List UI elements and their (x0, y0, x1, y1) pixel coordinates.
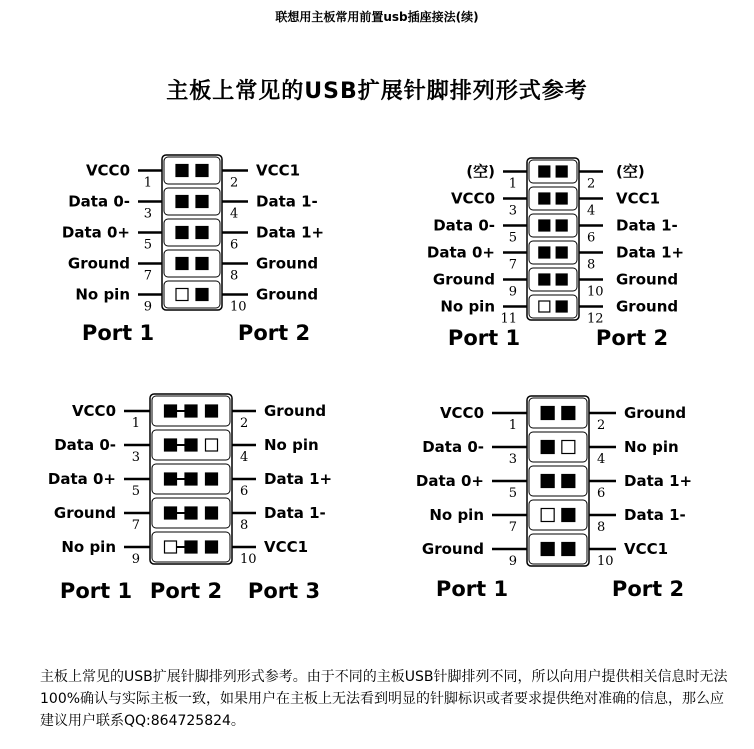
pin-number-right: 4 (230, 206, 239, 222)
pin (539, 274, 550, 285)
pin-number-left: 5 (131, 484, 140, 499)
pin-number-right: 8 (240, 518, 249, 533)
pin-number-right: 4 (240, 450, 249, 465)
pin-label-left: Data 0- (54, 436, 116, 454)
pin-label-right: Data 1+ (624, 472, 693, 490)
pin-label-right: No pin (624, 438, 679, 456)
pin (185, 405, 197, 417)
pin-label-left: Data 0+ (415, 472, 484, 490)
pin (206, 405, 218, 417)
pin (539, 247, 550, 258)
pin (196, 165, 208, 177)
pin (556, 166, 567, 177)
pin (541, 407, 554, 420)
pin-number-left: 5 (508, 486, 517, 501)
pin (206, 541, 218, 553)
pin-label-left: Ground (67, 254, 130, 273)
pin-number-right: 10 (587, 284, 604, 300)
pin (556, 220, 567, 231)
pin (562, 543, 575, 556)
pin (562, 407, 575, 420)
pin-number-left: 7 (508, 520, 517, 535)
pin (541, 441, 554, 454)
missing-pin (206, 439, 218, 451)
pin (185, 507, 197, 519)
pin-number-left: 11 (500, 311, 517, 327)
port-label: Port 1 (59, 579, 133, 603)
pin-number-right: 6 (230, 237, 239, 253)
pin (196, 196, 208, 208)
pin-label-right: VCC1 (624, 540, 669, 558)
pin-number-right: 6 (597, 486, 606, 501)
pin (541, 475, 554, 488)
pin-label-left: Data 0- (433, 216, 495, 235)
missing-pin (562, 441, 575, 454)
pin-label-right: Ground (256, 285, 319, 304)
port-label: Port 3 (247, 579, 321, 603)
pin (185, 541, 197, 553)
main-title: 主板上常见的USB扩展针脚排列形式参考 (166, 79, 588, 104)
pin-number-left: 5 (508, 230, 517, 246)
pin-number-right: 6 (587, 230, 596, 246)
pin-label-right: VCC1 (616, 189, 661, 208)
pin-label-left: Data 0- (68, 192, 130, 211)
pin-number-right: 10 (597, 554, 614, 569)
pin-number-right: 8 (230, 268, 239, 284)
pin-number-left: 3 (508, 203, 517, 219)
pin (206, 507, 218, 519)
pin-label-left: VCC0 (85, 161, 130, 180)
pin-number-left: 9 (508, 554, 517, 569)
pin-label-left: (空) (466, 162, 495, 181)
port-label: Port 1 (81, 321, 155, 345)
pin-number-left: 7 (508, 257, 517, 273)
pin-number-right: 8 (587, 257, 596, 273)
pin-number-left: 1 (508, 176, 517, 192)
connector-body (527, 158, 579, 320)
pin-number-left: 7 (131, 518, 140, 533)
pin-label-left: VCC0 (71, 402, 116, 420)
port-label: Port 2 (611, 577, 685, 601)
pin-label-right: Data 1+ (264, 470, 333, 488)
pin-number-right: 4 (587, 203, 596, 219)
pin (556, 247, 567, 258)
pin-number-right: 4 (597, 452, 606, 467)
pin (176, 227, 188, 239)
pin-label-right: VCC1 (264, 538, 309, 556)
missing-pin (165, 541, 177, 553)
pin-label-left: Data 0+ (47, 470, 116, 488)
pin (196, 227, 208, 239)
missing-pin (541, 509, 554, 522)
caption-text: 主板上常见的USB扩展针脚排列形式参考。由于不同的主板USB针脚排列不同，所以向用户提供相关信息时无法100%确认与实际主板一致，如果用户在主板上无法看到明显的针脚标识或者要求提供绝对准确的信息，那么应建议用户联系QQ:864725824。 (40, 669, 728, 729)
pin-number-left: 3 (143, 206, 152, 222)
missing-pin (176, 289, 188, 301)
port-label: Port 1 (435, 577, 509, 601)
pin-number-left: 9 (143, 299, 152, 315)
pin-label-left: Data 0- (422, 438, 484, 456)
pin (165, 473, 177, 485)
pin (556, 274, 567, 285)
pin (556, 301, 567, 312)
pin-label-right: No pin (264, 436, 319, 454)
pin-label-right: Data 1+ (256, 223, 325, 242)
pin-label-right: Data 1- (256, 192, 318, 211)
pin-label-right: Ground (616, 270, 679, 289)
pin-label-right: Data 1- (624, 506, 686, 524)
pin (539, 193, 550, 204)
pin-number-left: 1 (508, 418, 517, 433)
pin-label-left: VCC0 (439, 404, 484, 422)
pin-number-right: 8 (597, 520, 606, 535)
pin-label-left: Data 0+ (426, 243, 495, 262)
connector-body (162, 155, 222, 310)
pin-number-right: 6 (240, 484, 249, 499)
pin (539, 220, 550, 231)
port-label: Port 1 (447, 326, 521, 350)
pin-number-right: 10 (230, 299, 247, 315)
pin-number-left: 3 (508, 452, 517, 467)
port-label: Port 2 (595, 326, 669, 350)
pin-label-left: No pin (61, 538, 116, 556)
pin (196, 289, 208, 301)
pin-label-right: Ground (616, 297, 679, 316)
pin-label-left: Ground (432, 270, 495, 289)
pin-label-left: Data 0+ (61, 223, 130, 242)
pin (176, 196, 188, 208)
pin (185, 473, 197, 485)
port-label: Port 2 (237, 321, 311, 345)
page-header-title: 联想用主板常用前置usb插座接法(续) (275, 10, 479, 24)
pin-label-right: Ground (624, 404, 687, 422)
pin-number-right: 12 (587, 311, 604, 327)
pin-label-right: Data 1- (616, 216, 678, 235)
pin-number-right: 2 (587, 176, 596, 192)
pin-number-left: 7 (143, 268, 152, 284)
pin (176, 258, 188, 270)
pin-number-left: 1 (131, 416, 140, 431)
pin-number-right: 2 (240, 416, 249, 431)
pin-label-left: No pin (75, 285, 130, 304)
pin (165, 507, 177, 519)
pin-number-left: 9 (508, 284, 517, 300)
pin-number-left: 5 (143, 237, 152, 253)
pin-number-left: 9 (131, 552, 140, 567)
pin (165, 439, 177, 451)
connector-body (527, 396, 589, 566)
pin-number-left: 3 (131, 450, 140, 465)
pin-label-right: Data 1+ (616, 243, 685, 262)
pin-number-left: 1 (143, 175, 152, 191)
port-label: Port 2 (149, 579, 223, 603)
missing-pin (539, 301, 550, 312)
pin-label-right: (空) (616, 162, 645, 181)
pin-number-right: 2 (230, 175, 239, 191)
pin-label-left: No pin (429, 506, 484, 524)
pin (165, 405, 177, 417)
pin (539, 166, 550, 177)
pin-label-left: Ground (53, 504, 116, 522)
pin (206, 473, 218, 485)
pin (185, 439, 197, 451)
pin-label-right: Ground (264, 402, 327, 420)
pin-label-left: VCC0 (450, 189, 495, 208)
pin-label-right: Data 1- (264, 504, 326, 522)
pin (541, 543, 554, 556)
pin-label-left: No pin (440, 297, 495, 316)
pin (562, 509, 575, 522)
pin-label-right: VCC1 (256, 161, 301, 180)
pin (196, 258, 208, 270)
pin (556, 193, 567, 204)
pin (562, 475, 575, 488)
pin-label-left: Ground (421, 540, 484, 558)
pin-label-right: Ground (256, 254, 319, 273)
pin-number-right: 2 (597, 418, 606, 433)
pin (176, 165, 188, 177)
pin-number-right: 10 (240, 552, 257, 567)
